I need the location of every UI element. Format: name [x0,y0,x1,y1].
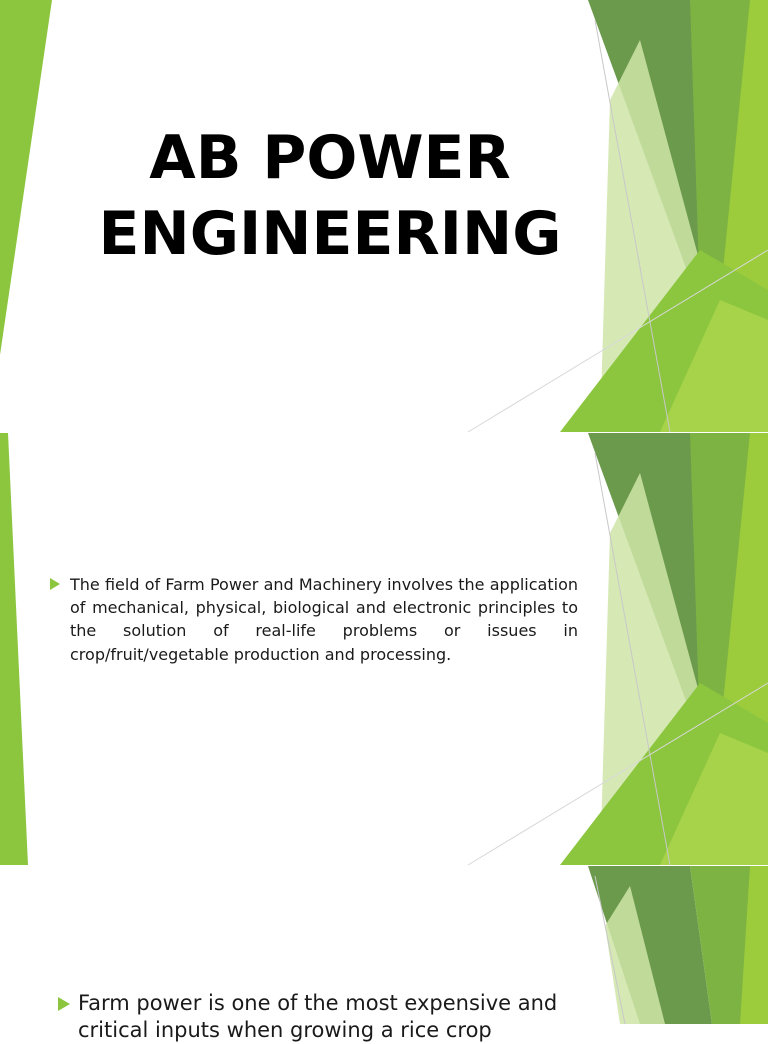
bullet-item [50,573,578,666]
triangle-bullet-icon [58,997,70,1011]
bullet-text: Farm power is one of the most expensive and critical inputs when growing a rice crop [78,991,558,1042]
slide-1 [0,0,768,432]
slide-title: AB POWER ENGINEERING [98,123,562,269]
triangle-bullet-icon [50,578,60,590]
slide-2 [0,433,768,865]
bullet-item [58,990,598,1044]
slide-3 [0,866,768,1042]
bullet-text: The field of Farm Power and Machinery involves the application of mechanical, physical, biological and electronic principles to the solution of real-life problems or issues in crop/fruit/vegetable production and processing. [70,575,578,664]
